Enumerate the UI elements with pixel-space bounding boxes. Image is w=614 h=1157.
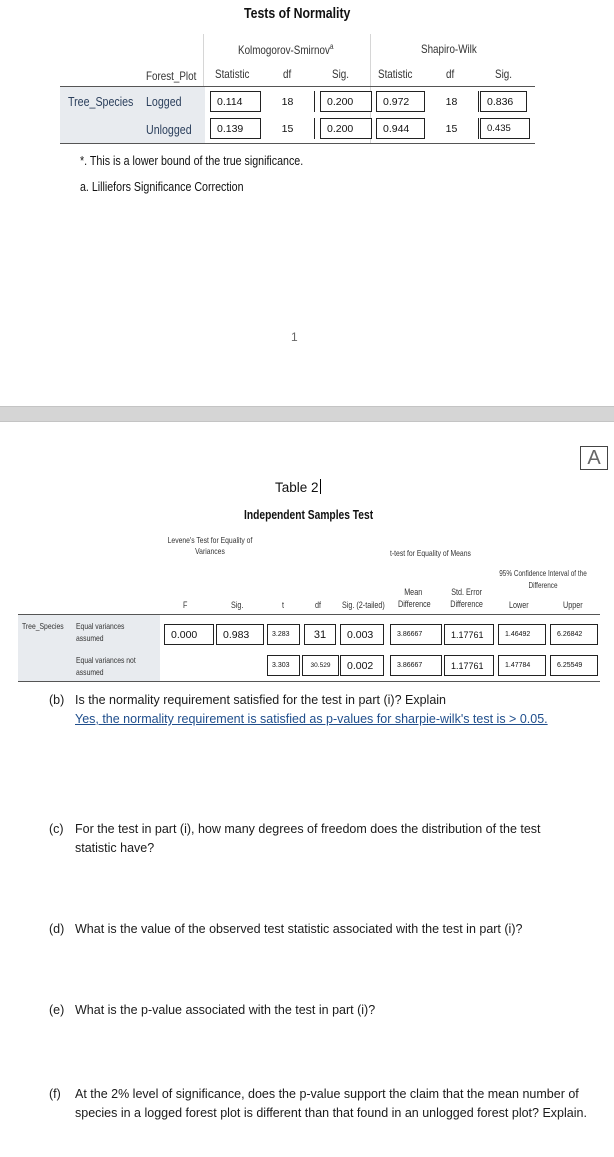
row-label-equal-variances: Equal variances assumed (76, 621, 125, 643)
question-b (49, 691, 589, 731)
cell-sw-stat: 0.972 (376, 91, 425, 112)
cell-upper: 6.25549 (550, 655, 598, 676)
row-variable-label: Tree_Species (22, 621, 64, 631)
sw-sig-header: Sig. (495, 67, 512, 81)
cell-ks-sig: 0.200 (320, 91, 372, 112)
ci-header: 95% Confidence Interval of the Difference (499, 569, 587, 590)
cell-sw-sig: 0.435 (480, 118, 530, 139)
question-c (49, 820, 589, 860)
cell-sw-df: 18 (425, 91, 479, 112)
normality-table-title: Tests of Normality (244, 5, 351, 22)
cell-f: 0.000 (164, 624, 214, 645)
footnote-lilliefors: a. Lilliefors Significance Correction (80, 179, 244, 194)
ks-sig-header: Sig. (332, 67, 349, 81)
sw-header: Shapiro-Wilk (421, 42, 477, 56)
question-d (49, 920, 589, 940)
question-e-text: What is the p-value associated with the test in part (i)? (75, 1003, 376, 1017)
cell-lower: 1.47784 (498, 655, 546, 676)
cell-sig-2-tailed: 0.003 (340, 624, 384, 645)
cell-ks-stat: 0.139 (210, 118, 261, 139)
table-rule (60, 143, 535, 144)
text-cursor (320, 479, 321, 494)
ks-header: Kolmogorov-Smirnov$^a$ (238, 42, 334, 57)
table-2-caption: Table 2 (275, 480, 319, 495)
question-f (49, 1085, 589, 1145)
ttest-header: t-test for Equality of Means (390, 548, 471, 558)
cell-t: 3.283 (267, 624, 300, 645)
cell-std-error: 1.17761 (444, 624, 494, 645)
cell-t: 3.303 (267, 655, 300, 676)
col-sig: Sig. (231, 600, 244, 610)
cell-sw-df: 15 (425, 118, 479, 139)
cell-sig: 0.983 (216, 624, 264, 645)
cell-mean-difference: 3.86667 (390, 655, 442, 676)
cell-sig-2-tailed: 0.002 (340, 655, 384, 676)
table-rule (18, 681, 600, 682)
col-mean-difference: Mean Difference (398, 587, 431, 609)
cell-ks-df: 18 (261, 91, 315, 112)
sw-df-header: df (446, 67, 455, 81)
question-b-text: Is the normality requirement satisfied for the test in part (i)? Explain (75, 693, 446, 707)
question-b-answer[interactable]: Yes, the normality requirement is satisfied as p-values for sharpie-wilk's test is > 0.05. (75, 712, 548, 726)
question-e-label: (e) (49, 1003, 65, 1017)
cell-ks-stat: 0.114 (210, 91, 261, 112)
sw-statistic-header: Statistic (378, 67, 413, 81)
cell-ks-sig: 0.200 (320, 118, 372, 139)
cell-std-error: 1.17761 (444, 655, 494, 676)
cell-upper: 6.26842 (550, 624, 598, 645)
col-upper: Upper (563, 600, 583, 610)
question-d-label: (d) (49, 922, 65, 936)
cell-df: 31 (304, 624, 336, 645)
question-b-label: (b) (49, 693, 65, 707)
col-sig-2-tailed: Sig. (2-tailed) (342, 600, 385, 610)
ks-statistic-header: Statistic (215, 67, 250, 81)
col-f: F (183, 600, 188, 610)
question-f-text: At the 2% level of significance, does the p-value support the claim that the mean number of species in a logged forest plot is different than that found in an unlogged forest plot? Explain. (75, 1087, 587, 1120)
levene-header: Levene's Test for Equality of Variances (167, 535, 253, 556)
cell-lower: 1.46492 (498, 624, 546, 645)
cell-sw-stat: 0.944 (376, 118, 425, 139)
question-c-text: For the test in part (i), how many degrees of freedom does the distribution of the test statistic have? (75, 822, 541, 855)
answer-box-a: A (580, 446, 608, 470)
ks-footnote-marker: a (329, 42, 334, 51)
group-label: Forest_Plot (146, 69, 197, 83)
row-label-unlogged: Unlogged (146, 122, 192, 137)
question-d-text: What is the value of the observed test statistic associated with the test in part (i)? (75, 922, 523, 936)
question-f-label: (f) (49, 1087, 61, 1101)
page-break (0, 406, 614, 422)
col-t: t (282, 600, 285, 610)
row-label-unequal-variances: Equal variances not assumed (76, 655, 136, 677)
cell-ks-df: 15 (261, 118, 315, 139)
col-lower: Lower (509, 600, 529, 610)
ks-df-header: df (283, 67, 292, 81)
row-variable-label: Tree_Species (68, 94, 134, 109)
cell-df: 30.529 (302, 655, 339, 676)
question-e (49, 1001, 589, 1021)
table-2-title: Independent Samples Test (244, 508, 374, 522)
question-c-label: (c) (49, 822, 64, 836)
cell-sw-sig: 0.836 (480, 91, 527, 112)
col-std-error-difference: Std. Error Difference (450, 587, 483, 609)
cell-mean-difference: 3.86667 (390, 624, 442, 645)
col-df: df (315, 600, 322, 610)
footnote-lower-bound: *. This is a lower bound of the true significance. (80, 153, 304, 168)
row-label-logged: Logged (146, 94, 182, 109)
page-number: 1 (291, 330, 298, 344)
